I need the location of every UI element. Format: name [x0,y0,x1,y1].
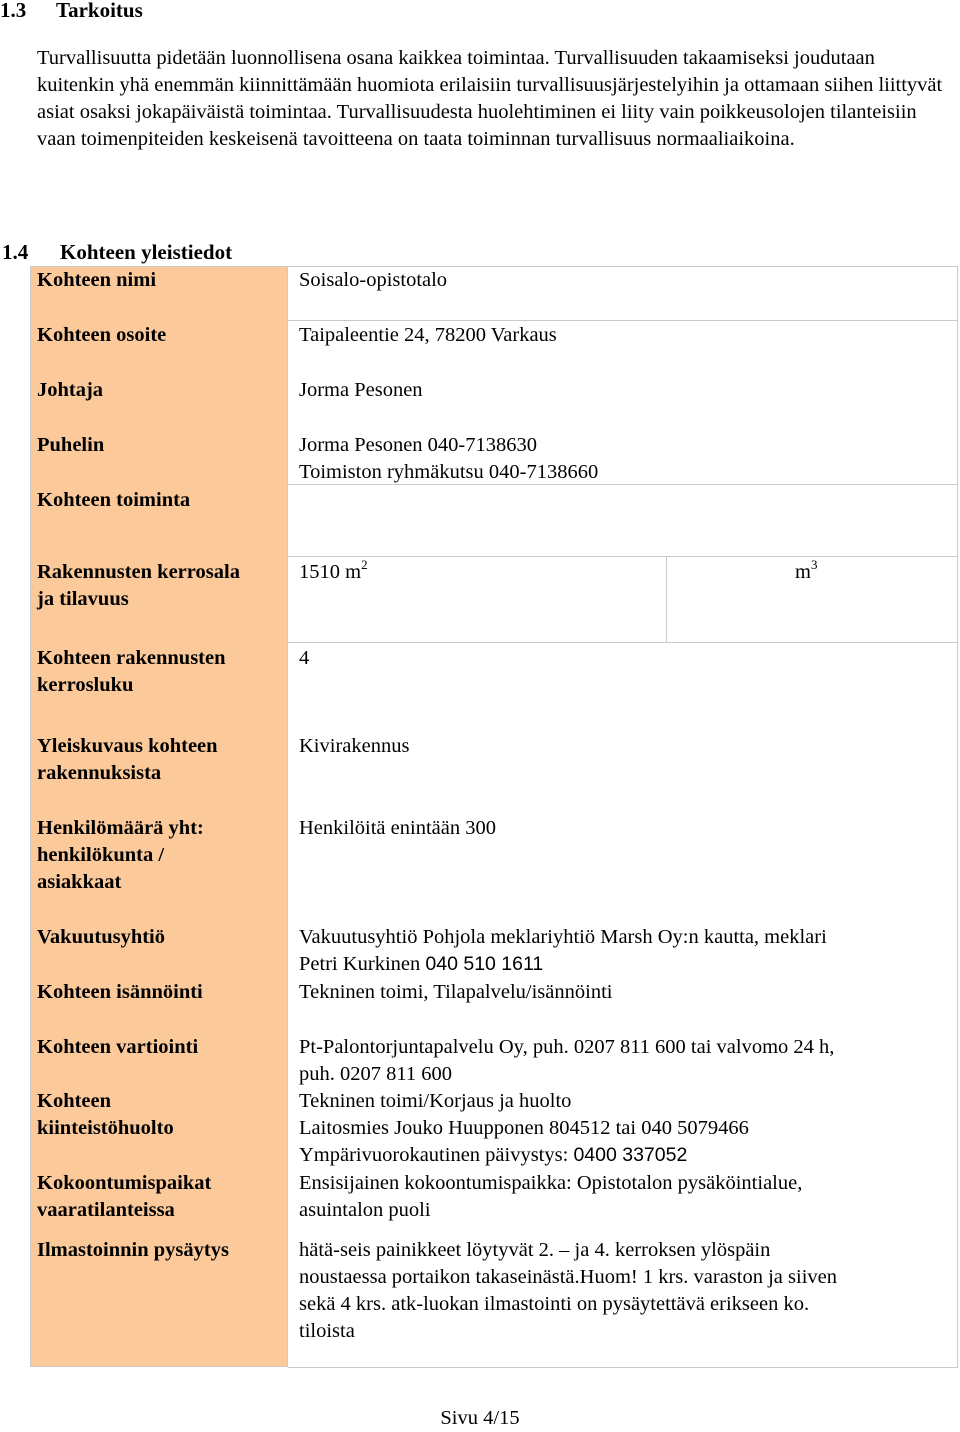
value-maintenance [299,1088,949,1169]
label-headcount [37,815,287,896]
label-line: Kohteen rakennusten [37,647,226,669]
value-line: puh. 0207 811 600 [299,1063,452,1085]
value-floor-count: 4 [299,647,310,669]
value-text: Ympärivuorokautinen päivystys: [299,1144,574,1166]
value-security [299,1034,949,1088]
value-property-management: Tekninen toimi, Tilapalvelu/isännöinti [299,981,613,1003]
section-title: Tarkoitus [56,0,143,22]
value-building-overview: Kivirakennus [299,735,410,757]
label-phone: Puhelin [37,434,105,456]
phone-number: 040 510 1611 [425,953,544,975]
label-line: ja tilavuus [37,588,129,610]
unit-exponent: 2 [361,557,368,572]
value-line: noustaessa portaikon takaseinästä.Huom! 1 krs. varaston ja siiven [299,1266,837,1288]
label-insurance: Vakuutusyhtiö [37,926,166,948]
value-phone [299,432,949,486]
phone-number: 0400 337052 [573,1144,688,1166]
value-line [299,951,949,978]
value-line [299,1142,949,1169]
volume-unit: m [795,561,811,583]
value-line: hätä-seis painikkeet löytyvät 2. – ja 4. kerroksen ylöspäin [299,1239,771,1261]
label-line: kiinteistöhuolto [37,1117,174,1139]
label-line: Kohteen [37,1090,112,1112]
intro-paragraph: Turvallisuutta pidetään luonnollisena osana kaikkea toimintaa. Turvallisuuden takaamiseksi joudutaan kuitenkin yhä enemmän kiinnittämään huomiota erilaisiin turvallisuusjärjestelyihin ja ottamaan siihen liittyvät asiat osaksi jokapäiväistä toimintaa. Turvallisuudesta huolehtiminen ei liity vain poikkeusolojen tilanteisiin vaan toimenpiteiden keskeisenä tavoitteena on taata toiminnan turvallisuus normaaliaikoina. [37,47,943,150]
label-maintenance [37,1088,287,1142]
value-volume [795,559,915,586]
value-line: asuintalon puoli [299,1199,431,1221]
value-ventilation-stop [299,1237,949,1345]
label-floor-count [37,645,287,699]
label-line: vaaratilanteissa [37,1199,175,1221]
value-line: Tekninen toimi/Korjaus ja huolto [299,1090,572,1112]
value-line: sekä 4 krs. atk-luokan ilmastointi on pysäytettävä erikseen ko. [299,1293,810,1315]
section-title: Kohteen yleistiedot [60,240,233,264]
label-activity: Kohteen toiminta [37,489,191,511]
label-ventilation-stop: Ilmastoinnin pysäytys [37,1239,229,1261]
row-divider [288,556,958,557]
value-line: Laitosmies Jouko Huupponen 804512 tai 040 5079466 [299,1117,749,1139]
row-divider [288,1367,958,1368]
section-number: 1.4 [2,240,29,264]
label-building-overview [37,733,287,787]
row-divider [288,320,958,321]
label-line: henkilökunta / [37,844,165,866]
value-line: Toimiston ryhmäkutsu 040-7138660 [299,461,599,483]
label-property-management: Kohteen isännöinti [37,981,203,1003]
property-info-table [30,266,958,1368]
label-line: Yleiskuvaus kohteen [37,735,218,757]
value-headcount: Henkilöitä enintään 300 [299,817,496,839]
label-address: Kohteen osoite [37,324,167,346]
section-number: 1.3 [0,0,27,22]
label-security: Kohteen vartiointi [37,1036,199,1058]
section-heading-general-info [2,239,232,266]
label-assembly-points [37,1170,287,1224]
label-line: kerrosluku [37,674,134,696]
value-line: Pt-Palontorjuntapalvelu Oy, puh. 0207 811 600 tai valvomo 24 h, [299,1036,835,1058]
floor-area-value: 1510 m [299,561,362,583]
label-director: Johtaja [37,379,104,401]
row-divider [288,642,958,643]
value-address: Taipaleentie 24, 78200 Varkaus [299,324,557,346]
label-name: Kohteen nimi [37,269,157,291]
value-line: Ensisijainen kokoontumispaikka: Opistotalon pysäköintialue, [299,1172,803,1194]
label-floor-area [37,559,287,613]
value-line: Jorma Pesonen 040-7138630 [299,434,538,456]
value-name: Soisalo-opistotalo [299,269,448,291]
value-insurance [299,924,949,978]
label-line: asiakkaat [37,871,122,893]
page-number: Sivu 4/15 [440,1407,520,1429]
value-floor-area [299,559,639,586]
value-director: Jorma Pesonen [299,379,423,401]
label-line: Rakennusten kerrosala [37,561,240,583]
label-line: Kokoontumispaikat [37,1172,212,1194]
value-assembly-points [299,1170,949,1224]
label-line: rakennuksista [37,762,162,784]
label-line: Henkilömäärä yht: [37,817,204,839]
cell-divider [666,556,667,642]
value-line: tiloista [299,1320,355,1342]
table-right-border [957,266,958,1368]
value-line: Vakuutusyhtiö Pohjola meklariyhtiö Marsh Oy:n kautta, meklari [299,926,827,948]
unit-exponent: 3 [810,557,818,572]
section-heading-purpose [0,0,143,24]
value-text: Petri Kurkinen [299,953,426,975]
